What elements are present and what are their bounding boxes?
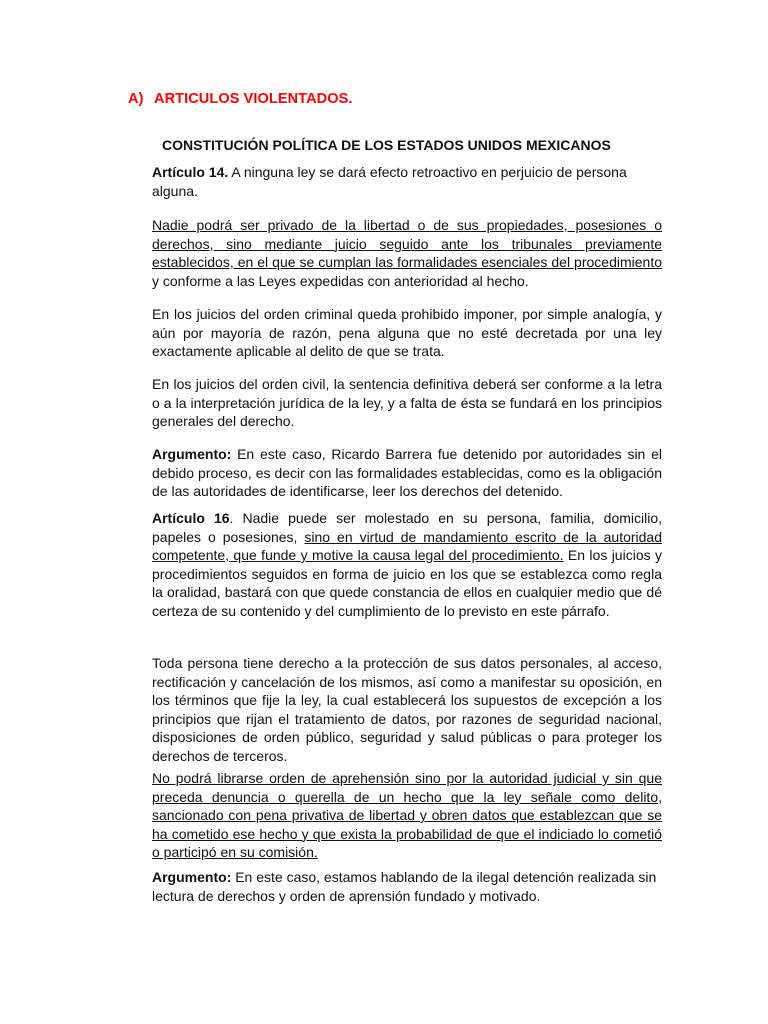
section-prefix: A): [128, 91, 144, 107]
argument-1-label: Argumento:: [152, 446, 232, 462]
article-16-underlined: sino en virtud de mandamiento escrito de la autoridad competente, que funde y motive la causa legal del procedimiento.: [152, 528, 662, 563]
constitution-title: CONSTITUCIÓN POLÍTICA DE LOS ESTADOS UNIDOS MEXICANOS: [162, 137, 611, 153]
article-16-text-after: En los juicios y procedimientos seguidos en forma de juicio en los que se establezca como regla la oralidad, bastará con que quede constancia de ellos en cualquier medio que dé certeza de su contenido y del cumplimiento de lo previsto en este párrafo.: [152, 547, 662, 619]
argument-2-text: En este caso, estamos hablando de la ilegal detención realizada sin lectura de derechos y orden de aprensión fundado y motivado.: [152, 869, 657, 904]
article-14-label: Artículo 14.: [152, 164, 229, 180]
article-14-paragraph-3: En los juicios del orden criminal queda prohibido imponer, por simple analogía, y aún por mayoría de razón, pena alguna que no esté decretada por una ley exactamente aplicable al delito de que se trata.: [152, 306, 662, 359]
argument-1: [152, 445, 662, 501]
article-16-label: Artículo 16: [152, 510, 230, 526]
article-16-paragraph-1: [152, 509, 662, 620]
article-14-paragraph-4: En los juicios del orden civil, la sentencia definitiva deberá ser conforme a la letra o a la interpretación jurídica de la ley, y a falta de ésta se fundará en los principios generales del derecho.: [152, 376, 662, 429]
section-heading: [128, 91, 353, 107]
article-16-text-before: . Nadie puede ser molestado en su persona, familia, domicilio, papeles o posesiones,: [152, 510, 663, 545]
article-14-underlined: Nadie podrá ser privado de la libertad o de sus propiedades, posesiones o derechos, sino mediante juicio seguido ante los tribunales previamente establecidos, en el que se cumplan las formalidades esenciales del procedimiento: [152, 217, 662, 270]
argument-1-text: En este caso, Ricardo Barrera fue detenido por autoridades sin el debido proceso, es decir con las formalidades establecidas, como es la obligación de las autoridades de identificarse, leer los derechos del detenido.: [152, 446, 662, 499]
article-14-text: A ninguna ley se dará efecto retroactivo en perjuicio de persona alguna.: [152, 164, 627, 199]
section-title: ARTICULOS VIOLENTADOS.: [154, 91, 353, 107]
argument-2-label: Argumento:: [152, 869, 232, 885]
argument-2: [152, 868, 662, 905]
article-14-paragraph-2: [152, 216, 662, 290]
article-14-p2-rest: y conforme a las Leyes expedidas con anterioridad al hecho.: [152, 272, 529, 289]
article-16-paragraph-3: No podrá librarse orden de aprehensión sino por la autoridad judicial y sin que preceda denuncia o querella de un hecho que la ley señale como delito, sancionado con pena privativa de libertad y obren datos que establezcan que se ha cometido ese hecho y que exista la probabilidad de que el indiciado lo cometió o participó en su comisión.: [152, 770, 662, 860]
article-14-intro: [152, 163, 662, 200]
article-16-paragraph-2: Toda persona tiene derecho a la protección de sus datos personales, al acceso, rectificación y cancelación de los mismos, así como a manifestar su oposición, en los términos que fije la ley, la cual establecerá los supuestos de excepción a los principios que rijan el tratamiento de datos, por razones de seguridad nacional, disposiciones de orden público, seguridad y salud públicas o para proteger los derechos de terceros.: [152, 655, 662, 764]
